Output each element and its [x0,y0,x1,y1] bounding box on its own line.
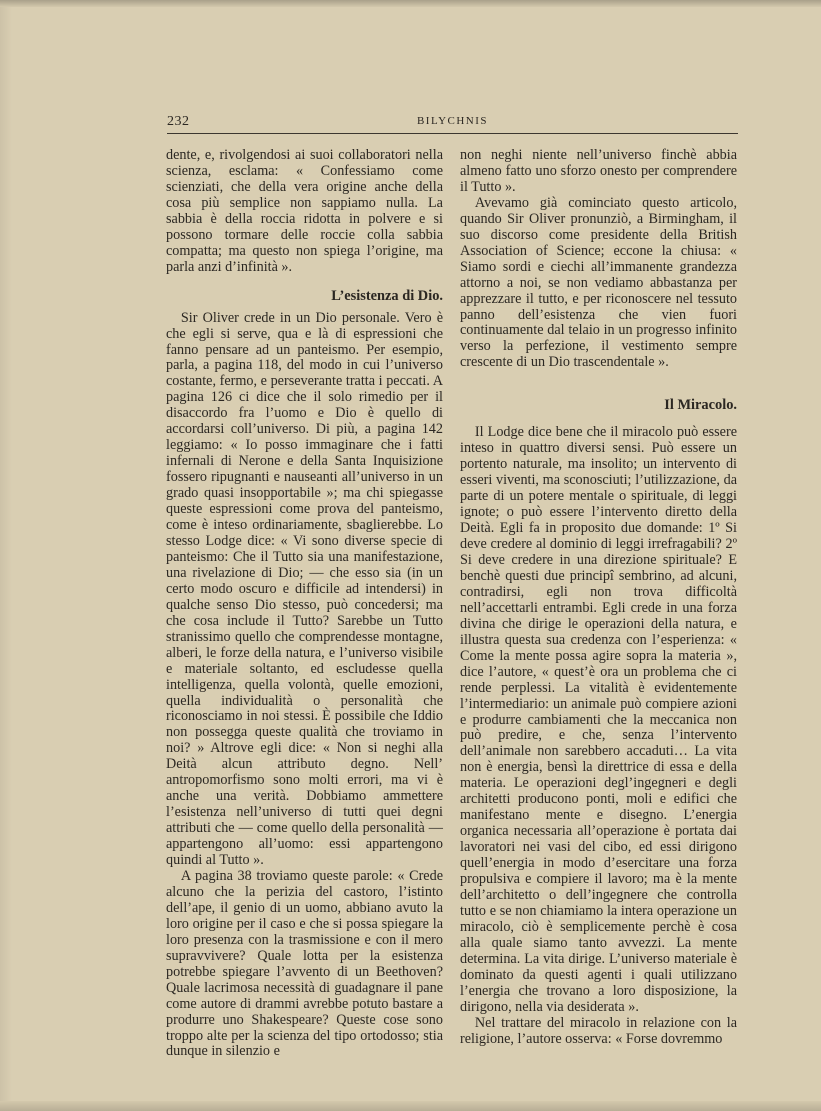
paragraph: non neghi niente nell’universo finchè abbia almeno fatto uno sforzo onesto per comprendere il Tutto ». [460,147,737,195]
journal-title: BILYCHNIS [416,115,489,127]
page-top-edge [0,0,821,7]
paragraph: Avevamo già cominciato questo articolo, quando Sir Oliver pronunziò, a Birmingham, il suo discorso come presidente della British Association of Science; eccone la chiusa: « Siamo sordi e ciechi all’immanente grandezza attorno a noi, se non vediamo abbastanza per apprezzare il tutto, e per riconoscere nel tessuto panno dell’esistenza che vien fuori continuamente dal telaio in un progresso infinito verso la perfezione, il vestimento sempre crescente di un Dio trascendentale ». [460,194,737,371]
section-heading: L’esistenza di Dio. [331,287,443,304]
right-column [460,148,737,1048]
paragraph: Sir Oliver crede in un Dio personale. Vero è che egli si serve, qua e là di espressioni che fanno pensare ad un panteismo. Per esempio, parla, a pagina 118, del modo in cui l’universo costante, fermo, e perseverante tratta i peccati. A pagina 126 ci dice che il solo rimedio per il disaccordo fra l’uomo e Dio è quello di accordarsi coll’universo. Di più, a pagina 142 leggiamo: « Io posso immaginare che i fatti infernali di Nerone e della Santa Inquisizione fossero ripugnanti e nauseanti all’universo in un grado quasi insopportabile »; ma chi spiegasse queste espressioni come prova del panteismo, come è inteso ordinariamente, sbaglierebbe. Lo stesso Lodge dice: « Vi sono diverse specie di panteismo: Che il Tutto sia una manifestazione, una rivelazione di Dio; — che esso sia (in un certo modo oscuro e difficile ad intendersi) in qualche senso Dio stesso, può concedersi; ma che cosa include il Tutto? Sarebbe un Tutto stranissimo quello che comprendesse montagne, alberi, le forze della natura, e l’universo visibile e materiale soltanto, ed escludesse quella intelligenza, quella volontà, quelle emozioni, quella individualità o personalità che riconosciamo in noi stessi. È possibile che Iddio non possegga queste qualità che troviamo in noi? » Altrove egli dice: « Non si neghi alla Deità alcun attributo degno. Nell’ antropomorfismo sono molti errori, ma vi è anche una verità. Dobbiamo ammettere l’esistenza nell’universo di tutti quei degni attributi che — come quello della personalità — appartengono all’uomo: essi appartengono quindi al Tutto ». [166,309,443,869]
paragraph: Nel trattare del miracolo in relazione con la religione, l’autore osserva: « Forse dovremmo [460,1014,737,1047]
running-head [167,114,738,132]
paragraph: dente, e, rivolgendosi ai suoi collaboratori nella scienza, esclama: « Confessiamo come scienziati, che della vera origine anche della cosa più semplice non sappiamo nulla. La sabbia è della roccia ridotta in polvere e si possono tormare delle roccie colla sabbia compatta; ma questo non spiega l’origine, ma parla anzi d’infinità ». [166,147,443,275]
paragraph: Il Lodge dice bene che il miracolo può essere inteso in quattro diversi sensi. Può essere un portento naturale, ma insolito; un intervento di esseri viventi, ma sconosciuti; l’utilizzazione, da parte di un potere mentale o spirituale, di leggi ignote; o può essere l’intervento diretto della Deità. Egli fa in proposito due domande: 1º Si deve credere al dominio di leggi irrefragabili? 2º Si deve credere in una direzione spirituale? E benchè questi due principî sembrino, ad alcuni, contradirsi, egli non trova difficoltà nell’accettarli entrambi. Egli crede in una forza divina che dirige le operazioni della natura, e illustra questa sua credenza con l’esperienza: « Come la mente possa agire sopra la materia », dice l’autore, « quest’è ora un problema che ci rende perplessi. La vitalità è evidentemente l’intermediario: un animale può compiere azioni e produrre cambiamenti che la meccanica non può predire, e che, senza l’intervento dell’animale non sarebbero accaduti… La vita non è energia, bensì la direttrice di essa e della materia. Le operazioni degl’ingegneri e degli architetti producono ponti, moli e edifici che manifestano mente e disegno. L’energia organica necessaria all’operazione è portata dai lavoratori nei vasi del cibo, ed essi dirigono quell’energia in modo d’esercitare una forza propulsiva e compiere il lavoro; ma è la mente dell’architetto o dell’ingegnere che controlla tutto e se non chiamiamo la intera operazione un miracolo, ciò è semplicemente perchè è cosa alla quale siamo tanto avvezzi. La mente determina. La vita dirige. L’universo materiale è dominato da questi agenti i quali utilizzano l’energia che trovano a loro disposizione, la dirigono, nella via desiderata ». [460,424,737,1015]
left-column [166,148,443,1060]
paragraph: A pagina 38 troviamo queste parole: « Crede alcuno che la perizia del castoro, l’istinto dell’ape, il genio di un uomo, abbiano avuto la loro origine per il caso e che si possa spiegare la loro presenza con la trasmissione e con il mero supravvivere? Quale lotta per la esistenza potrebbe spiegare l’avvento di un Beethoven? Quale lacrimosa necessità di guadagnare il pane come autore di drammi avrebbe potuto bastare a produrre uno Shakespeare? Queste cose sono troppo alte per la scienza del tipo ortodosso; stia dunque in silenzio e [166,867,443,1060]
page-bottom-edge [0,1101,821,1111]
section-heading: Il Miracolo. [664,397,737,414]
header-rule [167,133,738,134]
page-number: 232 [167,114,190,129]
